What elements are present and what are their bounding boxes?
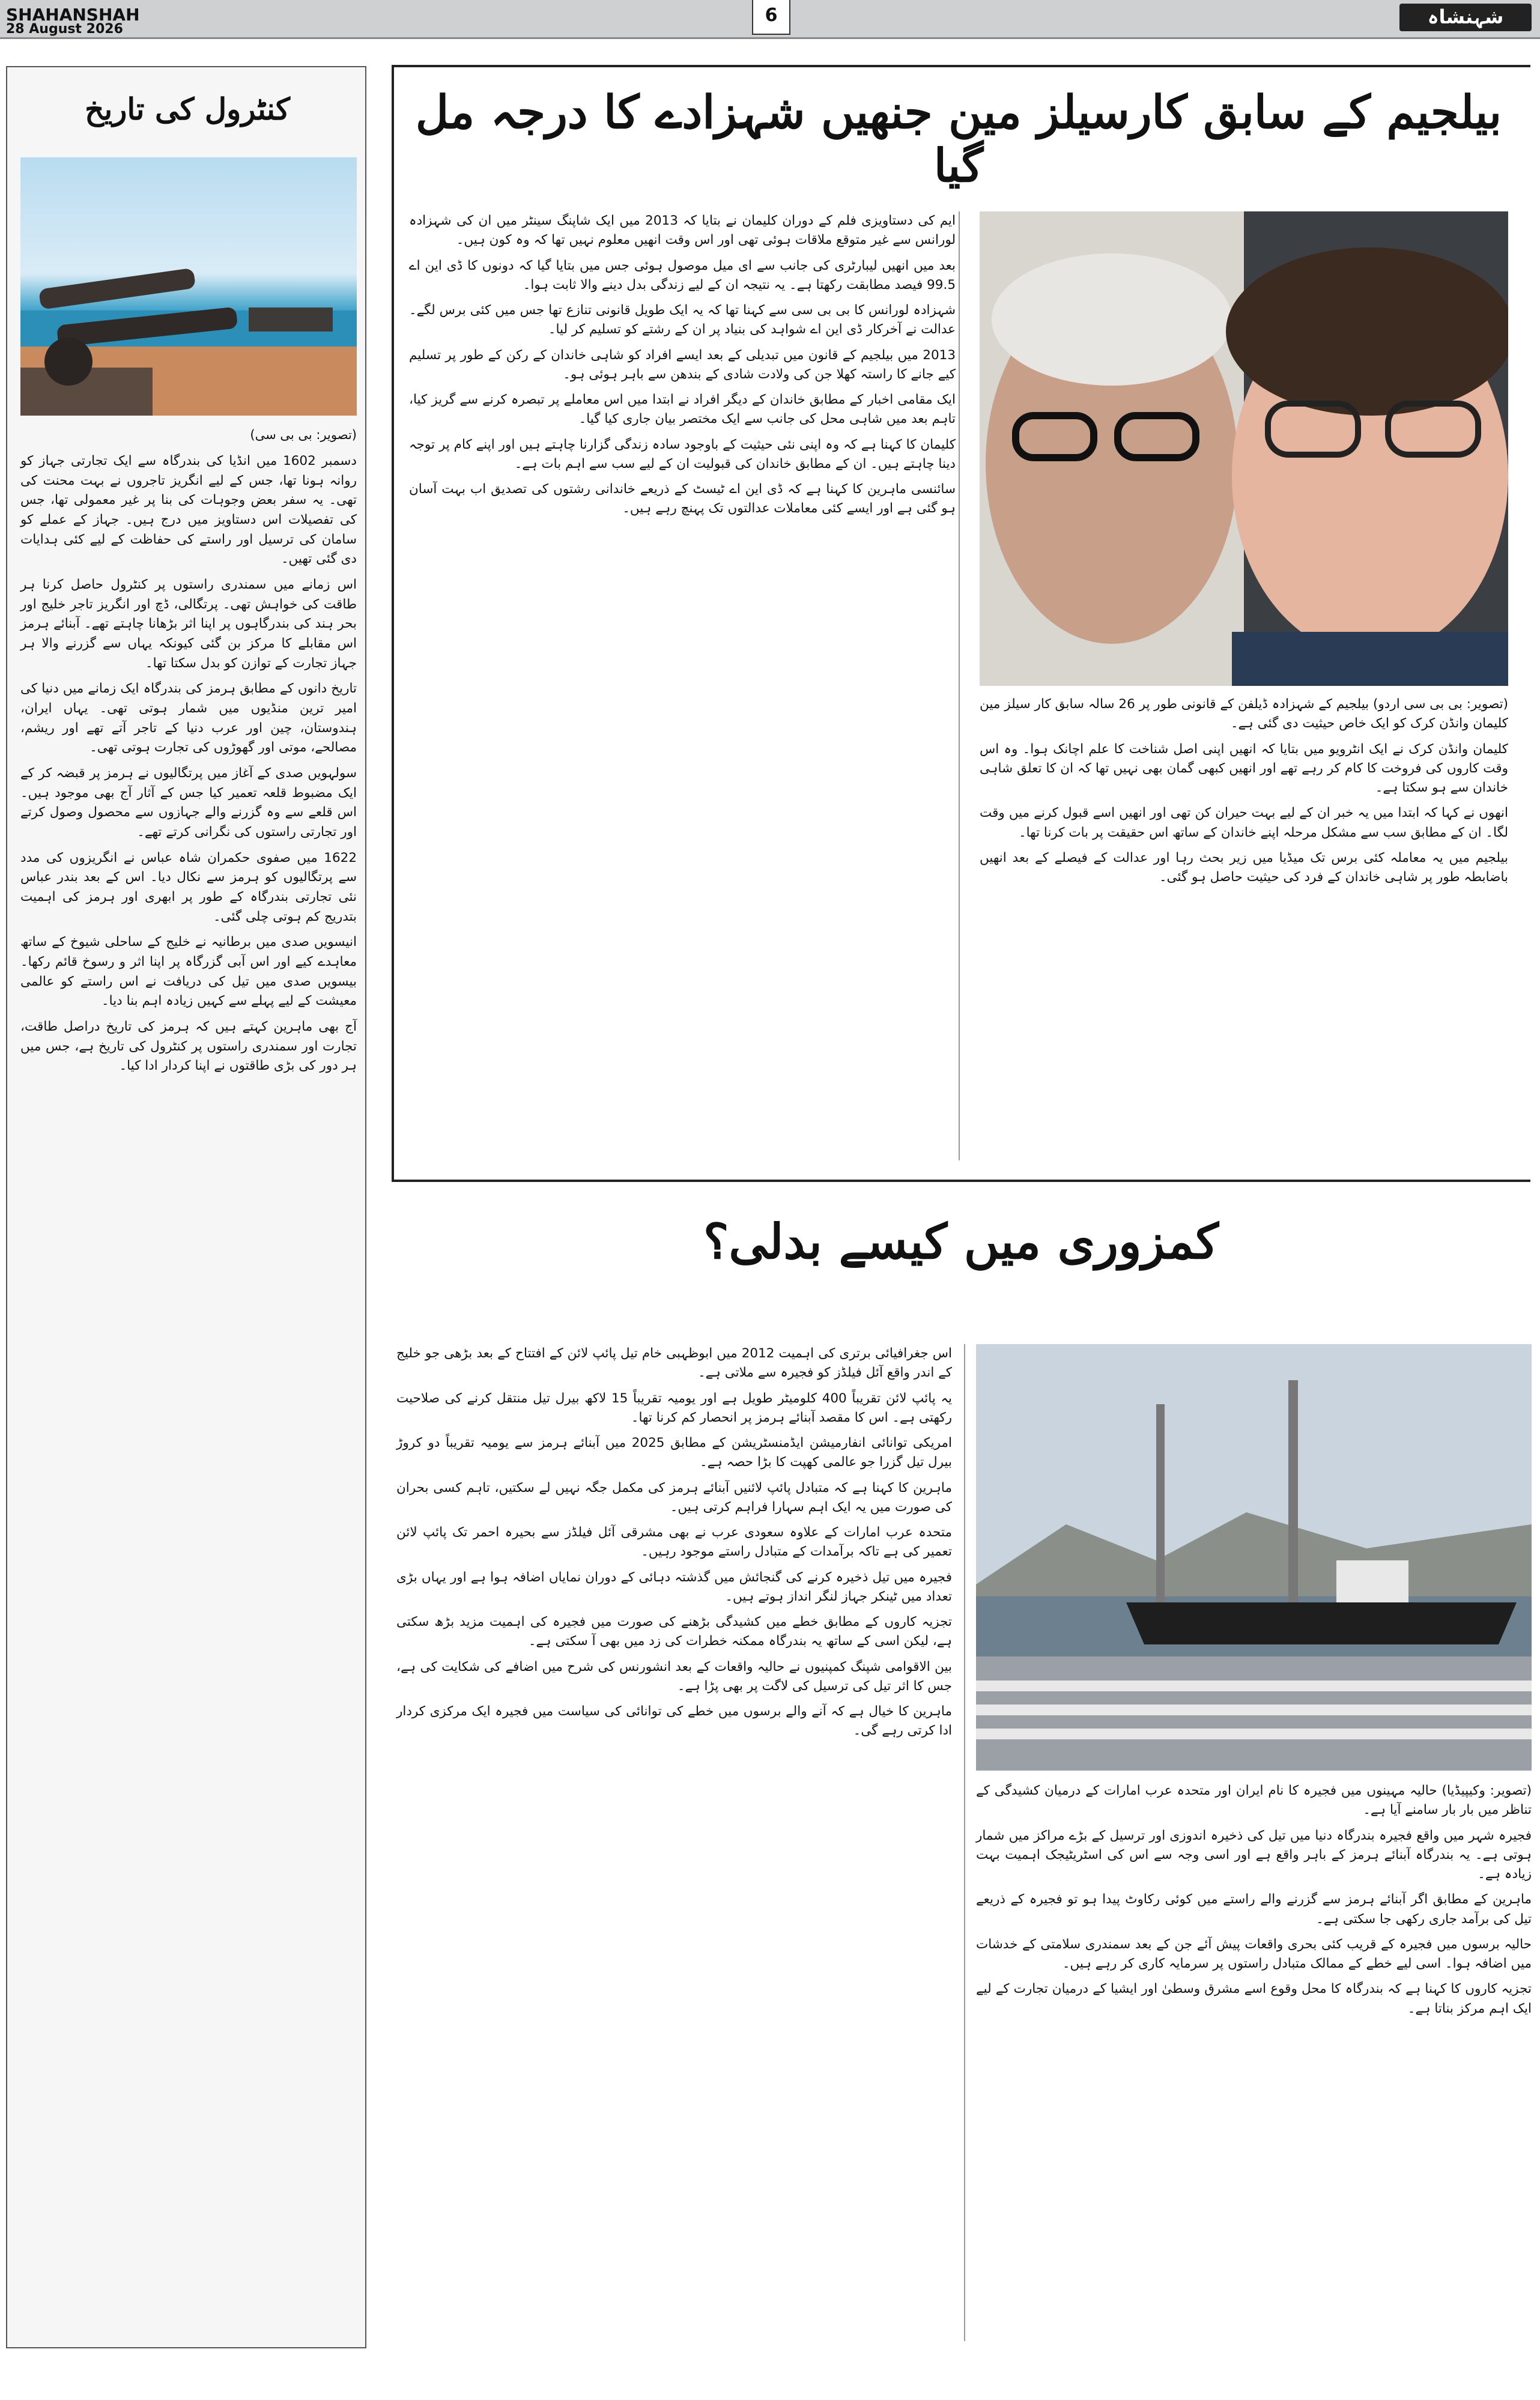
article-1-right-column [980,695,1508,893]
sidebar-paragraph: دسمبر 1602 میں انڈیا کی بندرگاہ سے ایک تجارتی جہاز کو روانہ ہونا تھا، جس کے لیے انگریز تاجروں نے بہت محنت کی تھی۔ یہ سفر بعض وجوہات کی بنا پر غیر معمولی تھا، جس کی تفصیلات اس دستاویز میں درج ہیں۔ جہاز کے عملے کو سامان کی ترسیل اور راستے کی حفاظت کے لیے کئی ہدایات دی گئی تھیں۔ [20,453,357,567]
article-2-caption-paragraph: حالیہ برسوں میں فجیرہ کے قریب کئی بحری واقعات پیش آئے جن کے بعد سمندری سلامتی کے خدشات میں اضافہ ہوا۔ اسی لیے خطے کے ممالک متبادل راستوں پر سرمایہ کاری کر رہے ہیں۔ [976,1936,1532,1971]
article-2-paragraph: ماہرین کا خیال ہے کہ آنے والے برسوں میں خطے کی توانائی کی سیاست میں فجیرہ ایک مرکزی کردار ادا کرتی رہے گی۔ [396,1704,952,1739]
tanker-port-illustration [976,1344,1532,1771]
article-2-paragraph: امریکی توانائی انفارمیشن ایڈمنسٹریشن کے مطابق 2025 میں آبنائے ہرمز سے یومیہ تقریباً دو کروڑ بیرل تیل گزرا جو عالمی کھپت کا بڑا حصہ ہے۔ [396,1435,952,1470]
sidebar-paragraph: اس زمانے میں سمندری راستوں پر کنٹرول حاصل کرنا ہر طاقت کی خواہش تھی۔ پرتگالی، ڈچ اور انگریز تاجر خلیج اور بحر ہند کی بندرگاہوں پر اپنا اثر بڑھانا چاہتے تھے۔ آبنائے ہرمز اس مقابلے کا مرکز بن گئی کیونکہ یہاں سے گزرنے والا ہر جہاز تجارت کے توازن کو بدل سکتا تھا۔ [20,577,357,671]
masthead-logo: شہنشاہ [1399,4,1532,31]
article-2-right-column [976,1781,1532,2025]
article-1-photo [980,211,1508,686]
article-2-paragraph: اس جغرافیائی برتری کی اہمیت 2012 میں ابوظہبی خام تیل پائپ لائن کے افتتاح کے بعد بڑھی جو خلیج کے اندر واقع آئل فیلڈز کو فجیرہ سے ملاتی ہے۔ [396,1346,952,1381]
article-2-headline: کمزوری میں کیسے بدلی؟ [703,1213,1219,1270]
sidebar-title: کنٹرول کی تاریخ [85,91,290,127]
article-2-paragraph: بین الاقوامی شپنگ کمپنیوں نے حالیہ واقعات کے بعد انشورنس کی شرح میں اضافے کی شکایت کی ہے، جس کا اثر تیل کی ترسیل کی لاگت پر بھی پڑا ہے۔ [396,1659,952,1694]
article-1-paragraph: ایک مقامی اخبار کے مطابق خاندان کے دیگر افراد نے ابتدا میں اس معاملے پر تبصرہ کرنے سے گریز کیا، تاہم بعد میں شاہی محل کی جانب سے ایک مختصر بیان جاری کیا گیا۔ [409,392,956,427]
article-2-photo [976,1344,1532,1771]
article-1-caption-paragraph: کلیمان وانڈن کرک نے ایک انٹرویو میں بتایا کہ انھیں اپنی اصل شناخت کا علم اچانک ہوا۔ وہ اس وقت کاروں کی فروخت کا کام کر رہے تھے اور انھیں کبھی گمان بھی نہیں تھا کہ ان کا تعلق شاہی خاندان سے ہو سکتا ہے۔ [980,741,1508,795]
article-1-headline: بیلجیم کے سابق کارسیلز مین جنھیں شہزادے کا درجہ مل گیا [415,85,1502,192]
sidebar-paragraph: 1622 میں صفوی حکمران شاہ عباس نے انگریزوں کی مدد سے پرتگالیوں کو ہرمز سے نکال دیا۔ اس کے بعد بندر عباس نئی تجارتی بندرگاہ کے طور پر ابھری اور ہرمز کی اہمیت بتدریج کم ہوتی چلی گئی۔ [20,850,357,924]
page-number: 6 [752,0,790,35]
article-1-paragraph: شہزادہ لورانس کا بی بی سی سے کہنا تھا کہ یہ ایک طویل قانونی تنازع تھا جس میں کئی برس لگے۔ عدالت نے آخرکار ڈی این اے شواہد کی بنیاد پر ان کے رشتے کو تسلیم کر لیا۔ [409,303,956,338]
article-2-left-column [396,1344,952,1747]
column-divider [964,1344,965,2341]
sidebar-column [6,66,366,2348]
publication-name: SHAHANSHAH [6,5,140,25]
article-2-caption-paragraph: ماہرین کے مطابق اگر آبنائے ہرمز سے گزرنے والے راستے میں کوئی رکاوٹ پیدا ہو تو فجیرہ کے ذریعے تیل کی برآمد جاری رکھی جا سکتی ہے۔ [976,1892,1532,1927]
article-1-paragraph: سائنسی ماہرین کا کہنا ہے کہ ڈی این اے ٹیسٹ کے ذریعے خاندانی رشتوں کی تصدیق اب بہت آسان ہو گئی ہے اور ایسے کئی معاملات عدالتوں تک پہنچ رہے ہیں۔ [409,482,956,517]
column-divider [959,211,960,1160]
article-2-caption-paragraph: تجزیہ کاروں کا کہنا ہے کہ بندرگاہ کا محل وقوع اسے مشرق وسطیٰ اور ایشیا کے درمیان تجارت کے لیے ایک اہم مرکز بناتا ہے۔ [976,1981,1532,2016]
article-1-paragraph: کلیمان کا کہنا ہے کہ وہ اپنی نئی حیثیت کے باوجود سادہ زندگی گزارنا چاہتے ہیں اور اپنے کام پر توجہ دینا چاہتے ہیں۔ ان کے مطابق خاندان کی قبولیت ان کے لیے سب سے اہم بات ہے۔ [409,437,956,471]
sidebar-paragraph: سولہویں صدی کے آغاز میں پرتگالیوں نے ہرمز پر قبضہ کر کے ایک مضبوط قلعہ تعمیر کیا جس کے آثار آج بھی موجود ہیں۔ اس قلعے سے وہ گزرنے والے جہازوں سے محصول وصول کرتے اور تجارتی راستوں کی نگرانی کرتے تھے۔ [20,766,357,840]
article-2-paragraph: متحدہ عرب امارات کے علاوہ سعودی عرب نے بھی مشرقی آئل فیلڈز سے بحیرہ احمر تک پائپ لائن تعمیر کی ہے تاکہ برآمدات کے متبادل راستے موجود رہیں۔ [396,1525,952,1560]
sidebar-photo [20,157,357,416]
article-2-paragraph: فجیرہ میں تیل ذخیرہ کرنے کی گنجائش میں گذشتہ دہائی کے دوران نمایاں اضافہ ہوا ہے اور یہاں بڑی تعداد میں ٹینکر جہاز لنگر انداز ہوتے ہیں۔ [396,1569,952,1604]
article-1-caption-paragraph: بیلجیم میں یہ معاملہ کئی برس تک میڈیا میں زیر بحث رہا اور عدالت کے فیصلے کے بعد انھیں باضابطہ طور پر شاہی خاندان کے فرد کی حیثیت حاصل ہو گئی۔ [980,850,1508,885]
article-1-box [392,65,1530,1182]
sidebar-paragraph: آج بھی ماہرین کہتے ہیں کہ ہرمز کی تاریخ دراصل طاقت، تجارت اور سمندری راستوں پر کنٹرول کی تاریخ ہے، جس میں ہر دور کی بڑی طاقتوں نے اپنا کردار ادا کیا۔ [20,1019,357,1074]
article-2-paragraph: ماہرین کا کہنا ہے کہ متبادل پائپ لائنیں آبنائے ہرمز کی مکمل جگہ نہیں لے سکتیں، تاہم کسی بحران کی صورت میں یہ ایک اہم سہارا فراہم کرتی ہیں۔ [396,1480,952,1515]
sidebar-paragraph: تاریخ دانوں کے مطابق ہرمز کی بندرگاہ ایک زمانے میں دنیا کی امیر ترین منڈیوں میں شمار ہوتی تھی۔ یہاں ایران، ہندوستان، چین اور عرب دنیا کے تاجر آتے تھے اور ریشم، مصالحے، موتی اور گھوڑوں کی تجارت ہوتی تھی۔ [20,681,357,756]
article-1-image-caption: (تصویر: بی بی سی اردو) بیلجیم کے شہزادہ ڈیلفن کے قانونی طور پر 26 سالہ سابق کار سیلز مین کلیمان وانڈن کرک کو ایک خاص حیثیت دی گئی ہے۔ [980,697,1508,732]
cannon-fort-illustration [20,157,357,416]
article-1-caption-paragraph: انھوں نے کہا کہ ابتدا میں یہ خبر ان کے لیے بہت حیران کن تھی اور انھیں اسے قبول کرنے میں وقت لگا۔ ان کے مطابق سب سے مشکل مرحلہ اپنے خاندان کے ساتھ اس حقیقت پر بات کرنا تھا۔ [980,805,1508,840]
article-2-caption-paragraph: فجیرہ شہر میں واقع فجیرہ بندرگاہ دنیا میں تیل کی ذخیرہ اندوزی اور ترسیل کے بڑے مراکز میں شمار ہوتی ہے۔ یہ بندرگاہ آبنائے ہرمز کے باہر واقع ہے اور اسی وجہ سے اس کی اسٹریٹیجک اہمیت بہت زیادہ ہے۔ [976,1828,1532,1882]
sidebar-paragraph: انیسویں صدی میں برطانیہ نے خلیج کے ساحلی شیوخ کے ساتھ معاہدے کیے اور اس آبی گزرگاہ پر اپنا اثر و رسوخ قائم رکھا۔ بیسویں صدی میں تیل کی دریافت نے اس راستے کو عالمی معیشت کے لیے پہلے سے کہیں زیادہ اہم بنا دیا۔ [20,935,357,1009]
article-1-left-column [409,211,956,525]
article-2-paragraph: یہ پائپ لائن تقریباً 400 کلومیٹر طویل ہے اور یومیہ تقریباً 15 لاکھ بیرل تیل منتقل کرنے کی صلاحیت رکھتی ہے۔ اس کا مقصد آبنائے ہرمز پر انحصار کم کرنا تھا۔ [396,1390,953,1425]
article-1-paragraph: ایم کی دستاویزی فلم کے دوران کلیمان نے بتایا کہ 2013 میں ایک شاپنگ سینٹر میں ان کی شہزادہ لورانس سے غیر متوقع ملاقات ہوئی تھی اور اس وقت انھیں معلوم نہیں تھا کہ وہ کون ہیں۔ [409,213,956,248]
article-2-paragraph: تجزیہ کاروں کے مطابق خطے میں کشیدگی بڑھنے کی صورت میں فجیرہ کی اہمیت مزید بڑھ سکتی ہے، لیکن اسی کے ساتھ یہ بندرگاہ ممکنہ خطرات کی زد میں بھی آ سکتی ہے۔ [396,1614,952,1649]
sidebar-image-caption: (تصویر: بی بی سی) [250,428,357,442]
article-1-paragraph: بعد میں انھیں لیبارٹری کی جانب سے ای میل موصول ہوئی جس میں بتایا گیا کہ دونوں کا ڈی این اے 99.5 فیصد مطابقت رکھتا ہے۔ یہ نتیجہ ان کے لیے زندگی بدل دینے والا ثابت ہوا۔ [409,258,956,292]
two-men-portrait-illustration [980,211,1508,686]
sidebar-body [20,452,357,1082]
article-2-image-caption: (تصویر: وکیپیڈیا) حالیہ مہینوں میں فجیرہ کا نام ایران اور متحدہ عرب امارات کے درمیان کشیدگی کے تناظر میں بار بار سامنے آیا ہے۔ [976,1783,1532,1818]
publication-date: 28 August 2026 [6,22,123,37]
article-1-paragraph: 2013 میں بیلجیم کے قانون میں تبدیلی کے بعد ایسے افراد کو شاہی خاندان کے رکن کے طور پر تسلیم کیے جانے کا راستہ کھلا جن کی ولادت شادی کے بندھن سے باہر ہوئی ہو۔ [409,347,956,382]
